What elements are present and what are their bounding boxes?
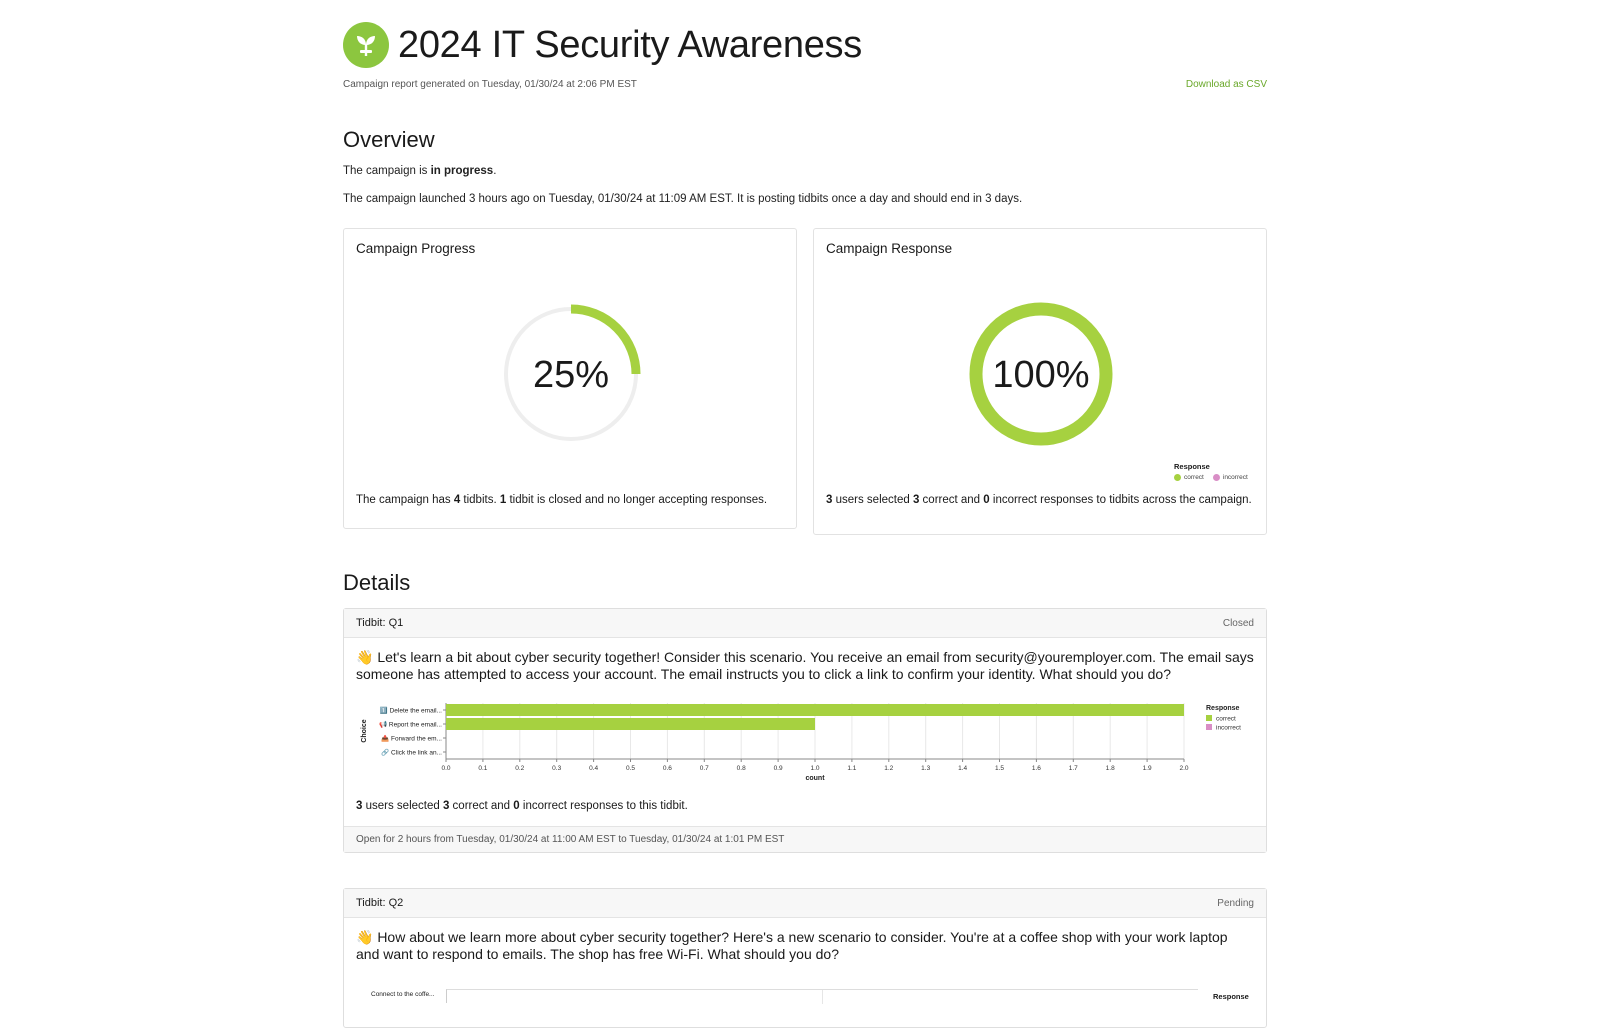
x-tick-label: 0.5: [625, 765, 636, 772]
campaign-launch-text: The campaign launched 3 hours ago on Tuesday, 01/30/24 at 11:09 AM EST. It is posting tidbits once a day and should end in 3 days.: [343, 193, 1023, 205]
chart-legend-swatch: [1206, 715, 1212, 721]
campaign-progress-card: [343, 228, 797, 529]
download-csv-link[interactable]: Download as CSV: [1185, 79, 1267, 90]
campaign-status-value: in progress: [430, 165, 494, 177]
q2-chart-gridline: [822, 990, 823, 1004]
tidbit-card-q2: [343, 888, 1267, 1028]
chart-legend-title: Response: [1206, 705, 1240, 712]
x-tick-label: 0.8: [736, 765, 746, 772]
q2-chart-frame: [446, 989, 1198, 1003]
tidbit-summary: 3 users selected 3 correct and 0 incorrect responses to this tidbit.: [356, 800, 688, 812]
x-tick-label: 1.1: [847, 765, 857, 772]
x-tick-label: 1.9: [1142, 765, 1152, 772]
tidbit-question: 👋 Let's learn a bit about cyber security together! Consider this scenario. You receive an email from security@youremployer.com. The email says someone has attempted to access your account. The email instructs you to click a link to confirm your identity. What should you do?: [356, 649, 1254, 682]
legend-incorrect-swatch: [1213, 474, 1220, 481]
overview-heading: Overview: [343, 127, 435, 152]
tidbit-q1-bar-chart: [356, 701, 1256, 801]
progress-donut: [491, 294, 651, 454]
x-tick-label: 0.4: [589, 765, 599, 772]
tidbit-label: Tidbit: Q1: [356, 617, 404, 629]
x-tick-label: 0.3: [552, 765, 562, 772]
response-legend-title: Response: [1174, 462, 1210, 471]
q2-legend-title: Response: [1213, 992, 1249, 1001]
chart-legend-label: incorrect: [1216, 724, 1241, 732]
x-tick-label: 1.0: [810, 765, 820, 772]
campaign-response-title: Campaign Response: [826, 241, 953, 256]
tidbit-label: Tidbit: Q2: [356, 897, 404, 909]
chart-legend-swatch: [1206, 724, 1212, 730]
response-legend: [1174, 462, 1248, 481]
sprout-logo-icon: [343, 22, 389, 68]
bar-correct: [446, 718, 815, 730]
x-tick-label: 0.6: [662, 765, 672, 772]
x-tick-label: 1.5: [994, 765, 1005, 772]
x-tick-label: 0.9: [773, 765, 783, 772]
x-tick-label: 0.2: [515, 765, 525, 772]
tidbit-question: 👋 How about we learn more about cyber security together? Here's a new scenario to consider. You're at a coffee shop with your work laptop and want to respond to emails. The shop has free Wi-Fi. What should you do?: [356, 929, 1228, 962]
q2-choice-label: Connect to the coffe...: [371, 991, 435, 998]
category-label: 📤 Forward the em...: [381, 735, 442, 743]
progress-summary: The campaign has 4 tidbits. 1 tidbit is closed and no longer accepting responses.: [356, 494, 768, 506]
x-tick-label: 1.3: [921, 765, 931, 772]
x-tick-label: 1.4: [958, 765, 968, 772]
tidbit-open-window: Open for 2 hours from Tuesday, 01/30/24 at 11:00 AM EST to Tuesday, 01/30/24 at 1:01 PM EST: [344, 826, 1266, 852]
bar-correct: [446, 704, 1184, 716]
response-summary: 3 users selected 3 correct and 0 incorrect responses to tidbits across the campaign.: [826, 494, 1252, 506]
chart-legend-label: correct: [1216, 715, 1236, 723]
progress-percent-label: 25%: [532, 354, 610, 396]
category-label: 📢 Report the email...: [378, 721, 442, 729]
legend-incorrect-label: incorrect: [1222, 474, 1248, 481]
legend-correct-label: correct: [1184, 474, 1204, 481]
response-donut: [961, 294, 1121, 454]
campaign-response-card: [813, 228, 1267, 535]
y-axis-title: Choice: [361, 719, 368, 743]
tidbit-status-badge: Closed: [1222, 617, 1254, 629]
title-row: [343, 22, 862, 68]
category-label: 1️⃣ Delete the email...: [379, 707, 442, 715]
x-tick-label: 0.1: [478, 765, 488, 772]
campaign-status-text: The campaign is in progress.: [343, 165, 497, 177]
report-generated-text: Campaign report generated on Tuesday, 01/30/24 at 2:06 PM EST: [343, 79, 637, 90]
x-tick-label: 0.7: [699, 765, 709, 772]
campaign-progress-title: Campaign Progress: [356, 241, 476, 256]
x-tick-label: 1.6: [1031, 765, 1041, 772]
x-tick-label: 1.2: [884, 765, 894, 772]
tidbit-header: [344, 889, 1266, 918]
x-axis-title: count: [805, 775, 825, 782]
tidbit-status-badge: Pending: [1217, 897, 1254, 909]
details-heading: Details: [343, 570, 411, 595]
page-title: 2024 IT Security Awareness: [398, 23, 862, 66]
x-tick-label: 2.0: [1179, 765, 1189, 772]
response-percent-label: 100%: [992, 354, 1090, 396]
x-tick-label: 1.7: [1068, 765, 1078, 772]
legend-correct-swatch: [1174, 474, 1181, 481]
tidbit-header: [344, 609, 1266, 638]
category-label: 🔗 Click the link an...: [381, 749, 442, 757]
x-tick-label: 1.8: [1105, 765, 1115, 772]
x-tick-label: 0.0: [441, 765, 451, 772]
tidbit-card-q1: [343, 608, 1267, 853]
